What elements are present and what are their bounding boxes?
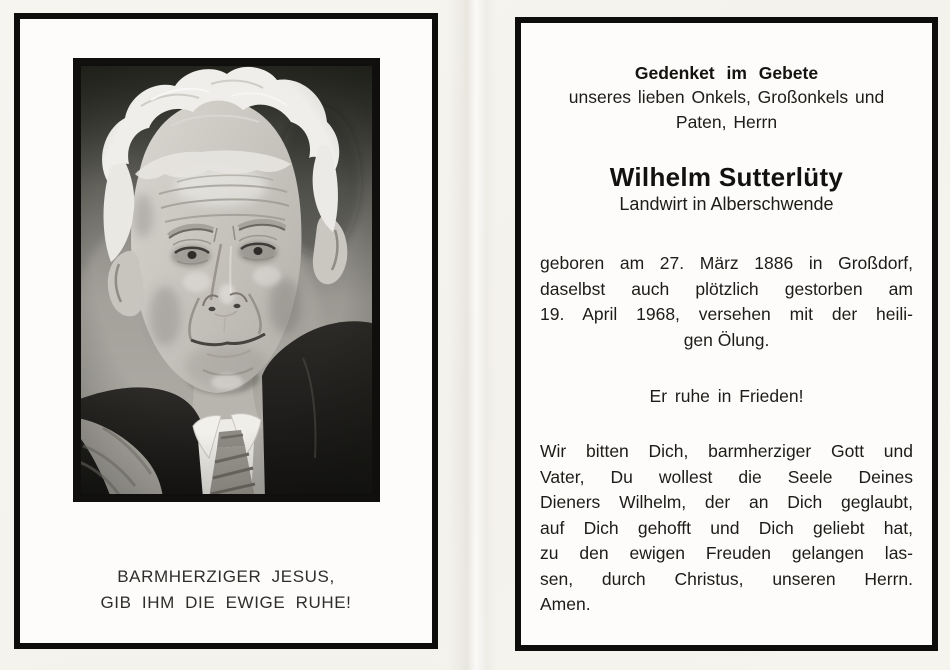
relation-line: Paten, Herrn <box>675 112 778 132</box>
prayer-line: Wir bitten Dich, barmherziger Gott und <box>540 441 913 461</box>
deceased-relation-lines <box>540 85 913 135</box>
prayer-line: auf Dich gehofft und Dich geliebt hat, <box>540 517 913 538</box>
life-line: geboren am 27. März 1886 in Großdorf, <box>540 253 913 273</box>
deceased-occupation: Landwirt in Alberschwende <box>619 194 834 214</box>
relation-line: unseres lieben Onkels, Großonkels und <box>568 87 885 107</box>
portrait-photo <box>81 66 372 494</box>
caption-line: BARMHERZIGER JESUS, <box>117 567 335 586</box>
prayer-line: Dieners Wilhelm, der an Dich geglaubt, <box>540 492 913 512</box>
memorial-card-photo-side <box>14 13 438 649</box>
memorial-card-text-side <box>515 17 938 651</box>
life-line: daselbst auch plötzlich gestorben am <box>540 278 913 299</box>
scan-fold-crease <box>448 0 496 670</box>
prayer-line: sen, durch Christus, unseren Herrn. <box>540 568 913 589</box>
life-dates-paragraph <box>540 251 913 353</box>
prayer-heading: Gedenket im Gebete <box>634 63 819 83</box>
rest-in-peace-line: Er ruhe in Frieden! <box>649 386 804 406</box>
prayer-line: Vater, Du wollest die Seele Deines <box>540 466 913 487</box>
prayer-line: zu den ewigen Freuden gelangen las- <box>540 543 913 563</box>
photo-caption <box>20 564 432 616</box>
life-line: gen Ölung. <box>683 329 770 350</box>
portrait-photo-frame <box>73 58 380 502</box>
prayer-line: Amen. <box>540 594 591 614</box>
intercession-prayer-paragraph <box>540 439 913 618</box>
caption-line: GIB IHM DIE EWIGE RUHE! <box>100 593 352 612</box>
life-line: 19. April 1968, versehen mit der heili- <box>540 304 913 324</box>
deceased-name: Wilhelm Sutterlüty <box>609 162 844 192</box>
